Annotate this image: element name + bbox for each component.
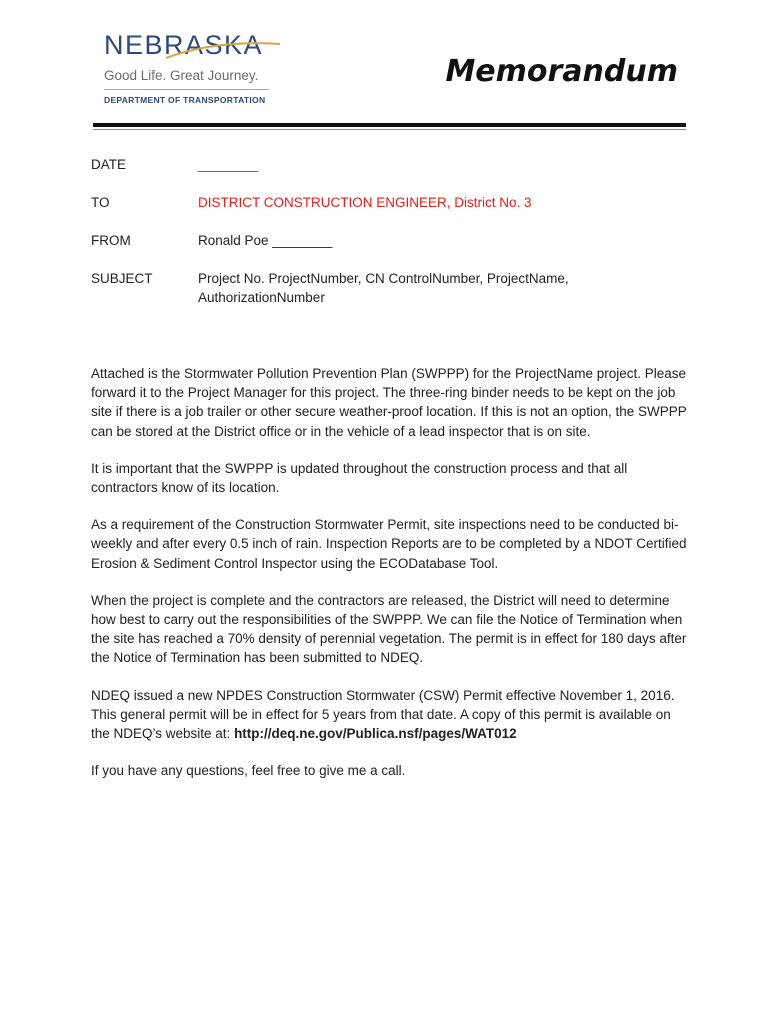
subject-value xyxy=(198,269,691,307)
subject-label: SUBJECT xyxy=(91,271,153,286)
logo-swoosh-icon xyxy=(164,36,284,62)
ndot-logo xyxy=(104,30,284,110)
body-paragraph-4: When the project is complete and the contractors are released, the District will need to determine how best to carry out the responsibilities of the SWPPP. We can file the Notice of Termination when the site has reached a 70% density of perennial vegetation. The permit is in effect for 180 days after the Notice of Termination has been submitted to NDEQ. xyxy=(91,592,687,666)
logo-tagline: Good Life. Great Journey. xyxy=(104,68,259,83)
body-paragraph-1: Attached is the Stormwater Pollution Prevention Plan (SWPPP) for the ProjectName project. Please forward it to the Project Manager for this project. The three-ring binder needs to be kept on the job site if there is a job trailer or other secure weather-proof location. If this is not an option, the SWPPP can be stored at the District office or in the vehicle of a lead inspector that is on site. xyxy=(91,366,687,439)
subject-line-2: AuthorizationNumber xyxy=(198,290,325,305)
subject-row xyxy=(91,269,691,307)
memo-body xyxy=(91,364,691,798)
from-label: FROM xyxy=(91,233,131,248)
subject-line-1: Project No. ProjectNumber, CN ControlNumber, ProjectName, xyxy=(198,271,569,286)
date-row xyxy=(91,155,691,174)
to-row xyxy=(91,193,691,212)
memo-title: Memorandum xyxy=(445,54,678,89)
date-label: DATE xyxy=(91,157,127,172)
ndeq-permit-link[interactable]: http://deq.ne.gov/Publica.nsf/pages/WAT012 xyxy=(234,726,517,742)
header-divider xyxy=(93,123,686,127)
logo-divider xyxy=(104,89,269,90)
logo-wordmark: NEBRASKA xyxy=(104,30,264,60)
from-row xyxy=(91,231,691,250)
to-label: TO xyxy=(91,195,110,210)
from-value: Ronald Poe ________ xyxy=(198,233,333,248)
body-paragraph-6: If you have any questions, feel free to give me a call. xyxy=(91,763,406,779)
logo-department: DEPARTMENT OF TRANSPORTATION xyxy=(104,95,266,105)
body-paragraph-2: It is important that the SWPPP is updated throughout the construction process and that all contractors know of its location. xyxy=(91,460,628,496)
body-paragraph-5-text: NDEQ issued a new NPDES Construction Stormwater (CSW) Permit effective November 1, 2016. This general permit will be in effect for 5 years from that date. A copy of this permit is available on the NDEQ’s website at: xyxy=(91,687,675,742)
body-paragraph-3: As a requirement of the Construction Stormwater Permit, site inspections need to be conducted bi-weekly and after every 0.5 inch of rain. Inspection Reports are to be completed by a NDOT Certified Erosion & Sediment Control Inspector using the ECODatabase Tool. xyxy=(91,517,687,571)
date-value: ________ xyxy=(198,157,259,172)
header-divider-thin xyxy=(93,129,686,130)
memo-header-fields xyxy=(91,155,691,326)
to-value: DISTRICT CONSTRUCTION ENGINEER, District No. 3 xyxy=(198,195,532,210)
body-paragraph-5 xyxy=(91,686,691,744)
